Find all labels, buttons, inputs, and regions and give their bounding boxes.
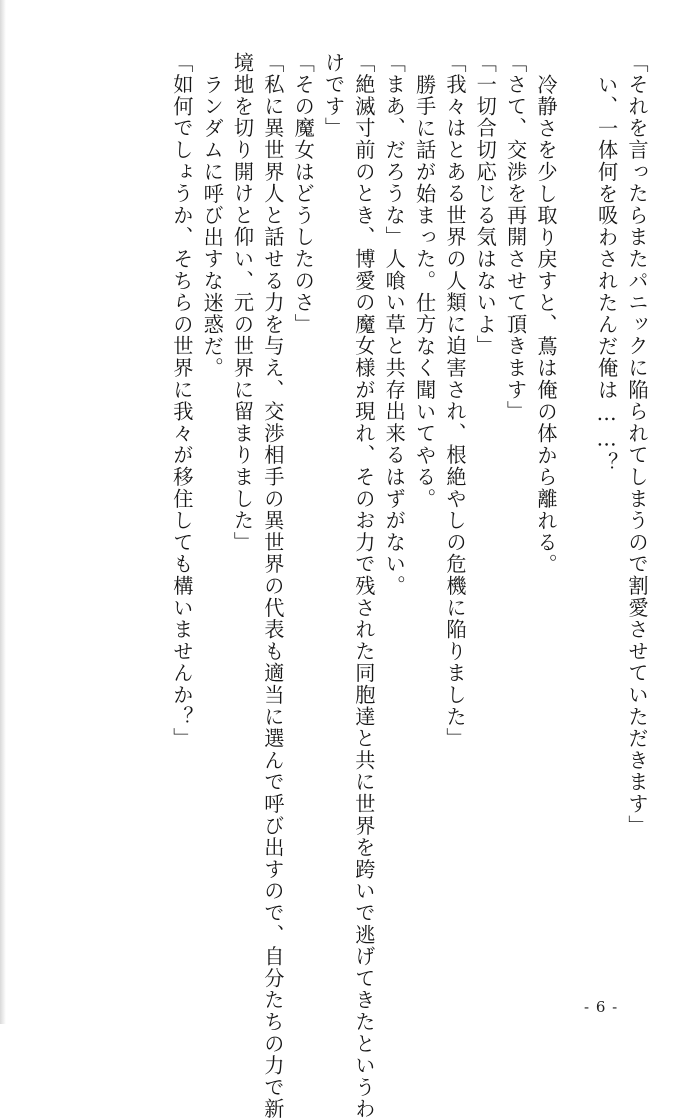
text-line: 勝手に話が始まった。仕方なく聞いてやる。 xyxy=(412,73,437,510)
text-line: 「如何でしょうか、そちらの世界に我々が移住しても構いませんか？」 xyxy=(169,52,194,750)
text-line: 「絶滅寸前のとき、博愛の魔女様が現れ、そのお力で残された同胞達と共に世界を跨いで逃げてきたというわ xyxy=(351,52,376,1120)
text-line: 「それを言ったらまたパニックに陥られてしまうので割愛させていただきます」 xyxy=(625,52,649,837)
text-line: 「さて、交渉を再開させて頂きます」 xyxy=(503,52,528,423)
text-line: 「私に異世界人と話せる力を与え、交渉相手の異世界の代表も適当に選んで呼び出すので、自分たちの力で新 xyxy=(260,52,285,1120)
text-line: い、一体何を吸わされたんだ俺は……？ xyxy=(594,73,619,474)
text-line: けです」 xyxy=(321,52,346,140)
text-line: 境地を切り開けと仰い、元の世界に留まりました」 xyxy=(230,52,255,554)
page-number: - 6 - xyxy=(584,998,619,1016)
vertical-text-body xyxy=(27,52,649,1120)
text-line: 「一切合切応じる気はないよ」 xyxy=(473,52,498,358)
text-line: 「我々はとある世界の人類に迫害され、根絶やしの危機に陥りました」 xyxy=(442,52,467,750)
text-line: 冷静さを少し取り戻すと、蔦は俺の体から離れる。 xyxy=(533,73,558,576)
text-line: 「まあ、だろうな」人喰い草と共存出来るはずがない。 xyxy=(382,52,407,597)
text-line: 「その魔女はどうしたのさ」 xyxy=(291,52,316,336)
text-line: ランダムに呼び出すな迷惑だ。 xyxy=(200,73,225,379)
scan-shadow-edge xyxy=(0,0,6,1024)
